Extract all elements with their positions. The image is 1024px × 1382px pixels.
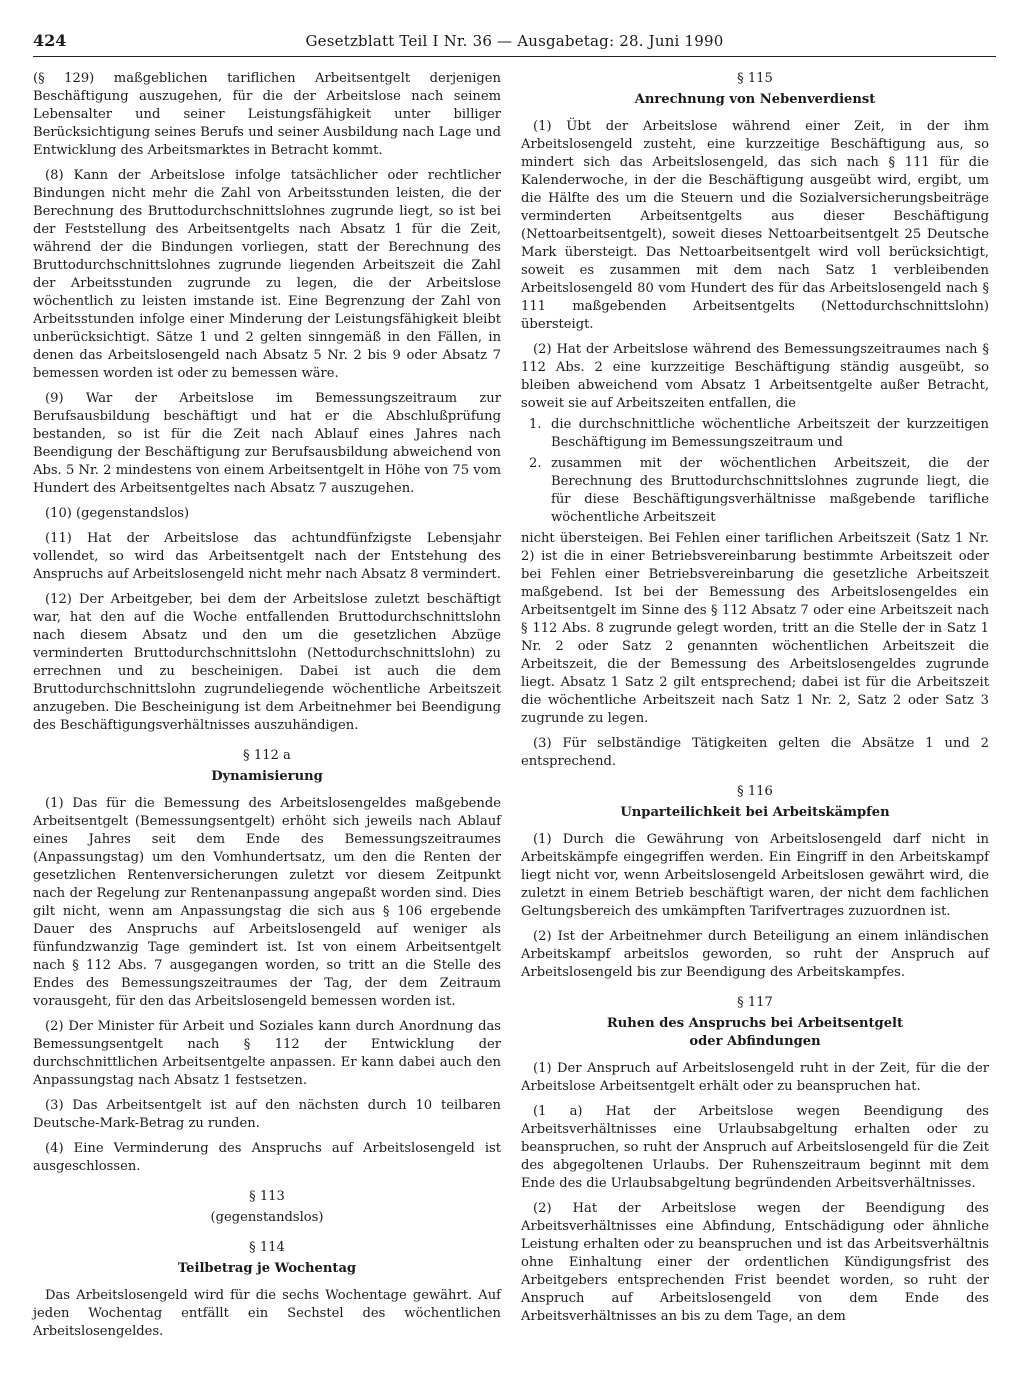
running-title: Gesetzblatt Teil I Nr. 36 — Ausgabetag: 28. Juni 1990 xyxy=(305,32,724,50)
page-header xyxy=(33,30,996,57)
list-item-text: zusammen mit der wöchentlichen Arbeitszeit, die der Berechnung des Bruttodurchschnittslohnes zugrunde liegt, die für diese Beschäftigungsverhältnisse maßgebende tarifliche wöchentliche Arbeitszeit xyxy=(551,456,989,525)
list-item-text: die durchschnittliche wöchentliche Arbeitszeit der kurzzeitigen Beschäftigung im Bemessungszeitraum und xyxy=(551,417,989,450)
s112a-paragraph-1: (1) Das für die Bemessung des Arbeitslosengeldes maßgebende Arbeitsentgelt (Bemessungsentgelt) erhöht sich jeweils nach Ablauf eines Jahres seit dem Ende des Bemessungszeitraumes (Anpassungstag) um den Vomhundertsatz, um den die Renten der gesetzlichen Rentenversicherungen zuletzt vor diesem Zeitpunkt nach der Regelung zur Rentenanpassung angepaßt worden sind. Dies gilt nicht, wenn am Anpassungstag die sich aus § 106 ergebende Dauer des Anspruchs auf Arbeitslosengeld auf weniger als fünfundzwanzig Tage gemindert ist. Ist von einem Arbeitsentgelt nach § 112 Abs. 7 ausgegangen worden, so tritt an die Stelle des Endes des Bemessungszeitraumes der Tag, der dem Zeitraum vorausgeht, für den das Arbeitslosengeld bemessen worden ist. xyxy=(33,796,501,1009)
section-title-116: Unparteilichkeit bei Arbeitskämpfen xyxy=(620,805,890,820)
list-item-number: 2. xyxy=(529,456,542,471)
section-number-112a: § 112 a xyxy=(243,748,291,763)
right-column xyxy=(521,70,989,1333)
section-title-112a: Dynamisierung xyxy=(211,769,323,784)
list-item xyxy=(521,416,989,452)
paragraph-continuation: (§ 129) maßgeblichen tariflichen Arbeitsentgelt derjenigen Beschäftigung auszugehen, für die der Arbeitslose nach seinem Lebensalter und seiner Leistungsfähigkeit unter billiger Berücksichtigung seines Berufs und seiner Ausbildung nach Lage und Entwicklung des Arbeitsmarktes in Betracht kommt. xyxy=(33,71,501,158)
left-column xyxy=(33,70,501,1348)
paragraph-9: (9) War der Arbeitslose im Bemessungszeitraum zur Berufsausbildung beschäftigt und hat er die Abschlußprüfung bestanden, so ist für die Zeit nach Ablauf eines Jahres nach Beendigung der Beschäftigung zur Berufsausbildung abweichend von Abs. 5 Nr. 2 mindestens von einem Arbeitsentgelt in Höhe von 75 vom Hundert des Arbeitsentgeltes nach Absatz 7 auszugehen. xyxy=(33,391,501,496)
s117-paragraph-1: (1) Der Anspruch auf Arbeitslosengeld ruht in der Zeit, für die der Arbeitslose Arbeitsentgelt erhält oder zu beanspruchen hat. xyxy=(521,1061,989,1094)
s117-paragraph-2: (2) Hat der Arbeitslose wegen der Beendigung des Arbeitsverhältnisses eine Abfindung, Entschädigung oder ähnliche Leistung erhalten oder zu beanspruchen und ist das Arbeitsverhältnis ohne Einhaltung einer der ordentlichen Kündigungsfrist des Arbeitgebers entsprechenden Frist beendet worden, so ruht der Anspruch auf Arbeitslosengeld von dem Ende des Arbeitsverhältnisses an bis zu dem Tage, an dem xyxy=(521,1201,989,1324)
s116-paragraph-2: (2) Ist der Arbeitnehmer durch Beteiligung an einem inländischen Arbeitskampf arbeitslos geworden, so ruht der Anspruch auf Arbeitslosengeld bis zur Beendigung des Arbeitskampfes. xyxy=(521,929,989,980)
s115-paragraph-2-continuation: nicht übersteigen. Bei Fehlen einer tariflichen Arbeitszeit (Satz 1 Nr. 2) ist die in einer Betriebsvereinbarung bestimmte Arbeitszeit oder bei Fehlen einer Betriebsvereinbarung die gesetzliche Arbeitszeit maßgebend. Ist bei der Bemessung des Arbeitslosengeldes ein Arbeitsentgelt im Sinne des § 112 Absatz 7 oder eine Arbeitszeit nach § 112 Abs. 8 zugrunde gelegt worden, tritt an die Stelle der in Satz 1 Nr. 2 oder Satz 2 genannten wöchentlichen Arbeitszeit die Arbeitszeit, die der Bemessung des Arbeitslosengeldes zugrunde liegt. Absatz 1 Satz 2 gilt entsprechend; dabei ist für die Arbeitszeit die wöchentliche Arbeitszeit nach Satz 1 Nr. 2, Satz 2 oder Satz 3 zugrunde zu legen. xyxy=(521,531,989,726)
s115-paragraph-3: (3) Für selbständige Tätigkeiten gelten die Absätze 1 und 2 entsprechend. xyxy=(521,736,989,769)
section-number-117: § 117 xyxy=(737,995,773,1010)
paragraph-10: (10) (gegenstandslos) xyxy=(45,506,190,521)
section-title-117-line-1: Ruhen des Anspruchs bei Arbeitsentgelt xyxy=(606,1016,904,1031)
paragraph-8: (8) Kann der Arbeitslose infolge tatsächlicher oder rechtlicher Bindungen nicht mehr die Zahl von Arbeitsstunden leisten, die der Berechnung des Bruttodurchschnittslohnes zugrunde liegt, so ist bei der Feststellung des Arbeitsentgelts nach Absatz 1 für die Zeit, während der die Bindungen vorliegen, statt der Berechnung des Bruttodurchschnittslohnes zugrunde liegenden Arbeitszeit die Zahl der Arbeitsstunden zugrunde zu legen, die der Arbeitslose wöchentlich zu leisten imstande ist. Eine Begrenzung der Zahl von Arbeitsstunden infolge einer Minderung der Leistungsfähigkeit bleibt unberücksichtigt. Sätze 1 und 2 gelten sinngemäß in den Fällen, in denen das Arbeitslosengeld nach Absatz 5 Nr. 2 bis 9 oder Absatz 7 bemessen worden ist oder zu bemessen wäre. xyxy=(33,168,501,381)
s116-paragraph-1: (1) Durch die Gewährung von Arbeitslosengeld darf nicht in Arbeitskämpfe eingegriffen werden. Ein Eingriff in den Arbeitskampf liegt nicht vor, wenn Arbeitslosengeld Arbeitslosen gewährt wird, die zuletzt in einem Betrieb beschäftigt waren, der nicht dem fachlichen Geltungsbereich des umkämpften Tarifvertrages zuzuordnen ist. xyxy=(521,832,989,919)
s112a-paragraph-2: (2) Der Minister für Arbeit und Soziales kann durch Anordnung das Bemessungsentgelt nach § 112 der Entwicklung der durchschnittlichen Arbeitsentgelte anpassen. Er kann dabei auch den Anpassungstag nach Absatz 1 festsetzen. xyxy=(33,1019,501,1088)
paragraph-12: (12) Der Arbeitgeber, bei dem der Arbeitslose zuletzt beschäftigt war, hat den auf die Woche entfallenden Bruttodurchschnittslohn nach diesem Absatz und den um die gesetzlichen Abzüge verminderten Bruttodurchschnittslohn (Nettodurchschnittslohn) zu errechnen und zu bescheinigen. Dabei ist auch die dem Bruttodurchschnittslohn zugrundeliegende wöchentliche Arbeitszeit anzugeben. Die Bescheinigung ist dem Arbeitnehmer bei Beendigung des Beschäftigungsverhältnisses auszuhändigen. xyxy=(33,592,501,733)
list-item xyxy=(521,455,989,527)
section-number-114: § 114 xyxy=(249,1240,285,1255)
section-note-113: (gegenstandslos) xyxy=(210,1210,324,1225)
section-title-117-line-2: oder Abfindungen xyxy=(689,1034,821,1049)
s115-enumeration xyxy=(521,416,989,527)
s117-paragraph-1a: (1 a) Hat der Arbeitslose wegen Beendigung des Arbeitsverhältnisses eine Urlaubsabgeltung erhalten oder zu beanspruchen, so ruht der Anspruch auf Arbeitslosengeld für die Zeit des abgegoltenen Urlaubs. Der Ruhenszeitraum beginnt mit dem Ende des die Urlaubsabgeltung begründenden Arbeitsverhältnisses. xyxy=(521,1104,989,1191)
section-number-116: § 116 xyxy=(737,784,773,799)
page-number: 424 xyxy=(33,31,67,50)
s114-paragraph: Das Arbeitslosengeld wird für die sechs Wochentage gewährt. Auf jeden Wochentag entfällt ein Sechstel des wöchentlichen Arbeitslosengeldes. xyxy=(33,1288,501,1339)
paragraph-11: (11) Hat der Arbeitslose das achtundfünfzigste Lebensjahr vollendet, so wird das Arbeitsentgelt nach der Entstehung des Anspruchs auf Arbeitslosengeld nicht mehr nach Absatz 8 vermindert. xyxy=(33,531,501,582)
s115-paragraph-1: (1) Übt der Arbeitslose während einer Zeit, in der ihm Arbeitslosengeld zusteht, eine kurzzeitige Beschäftigung aus, so mindert sich das Arbeitslosengeld, das sich nach § 111 für die Kalenderwoche, in der die Beschäftigung ausgeübt wird, ergibt, um die Hälfte des um die Steuern und die Sozialversicherungsbeiträge verminderten Arbeitsentgelts aus dieser Beschäftigung (Nettoarbeitsentgelt), soweit dieses Nettoarbeitsentgelt 25 Deutsche Mark übersteigt. Das Nettoarbeitsentgelt wird voll berücksichtigt, soweit es zusammen mit dem nach Satz 1 verbleibenden Arbeitslosengeld 80 vom Hundert des für das Arbeitslosengeld nach § 111 maßgebenden Arbeitsentgelts (Nettodurchschnittslohn) übersteigt. xyxy=(521,119,989,332)
s115-paragraph-2-intro: (2) Hat der Arbeitslose während des Bemessungszeitraumes nach § 112 Abs. 2 eine kurzzeitige Beschäftigung ständig ausgeübt, so bleiben abweichend vom Absatz 1 Arbeitsentgelte außer Betracht, soweit sie auf Arbeitszeiten entfallen, die xyxy=(521,342,989,411)
s112a-paragraph-3: (3) Das Arbeitsentgelt ist auf den nächsten durch 10 teilbaren Deutsche-Mark-Betrag zu runden. xyxy=(33,1098,501,1131)
section-title-114: Teilbetrag je Wochentag xyxy=(177,1261,357,1276)
section-number-113: § 113 xyxy=(249,1189,285,1204)
section-title-115: Anrechnung von Nebenverdienst xyxy=(634,92,876,107)
section-number-115: § 115 xyxy=(737,71,773,86)
list-item-number: 1. xyxy=(529,417,542,432)
section-title-117 xyxy=(521,1015,989,1051)
s112a-paragraph-4: (4) Eine Verminderung des Anspruchs auf Arbeitslosengeld ist ausgeschlossen. xyxy=(33,1141,501,1174)
